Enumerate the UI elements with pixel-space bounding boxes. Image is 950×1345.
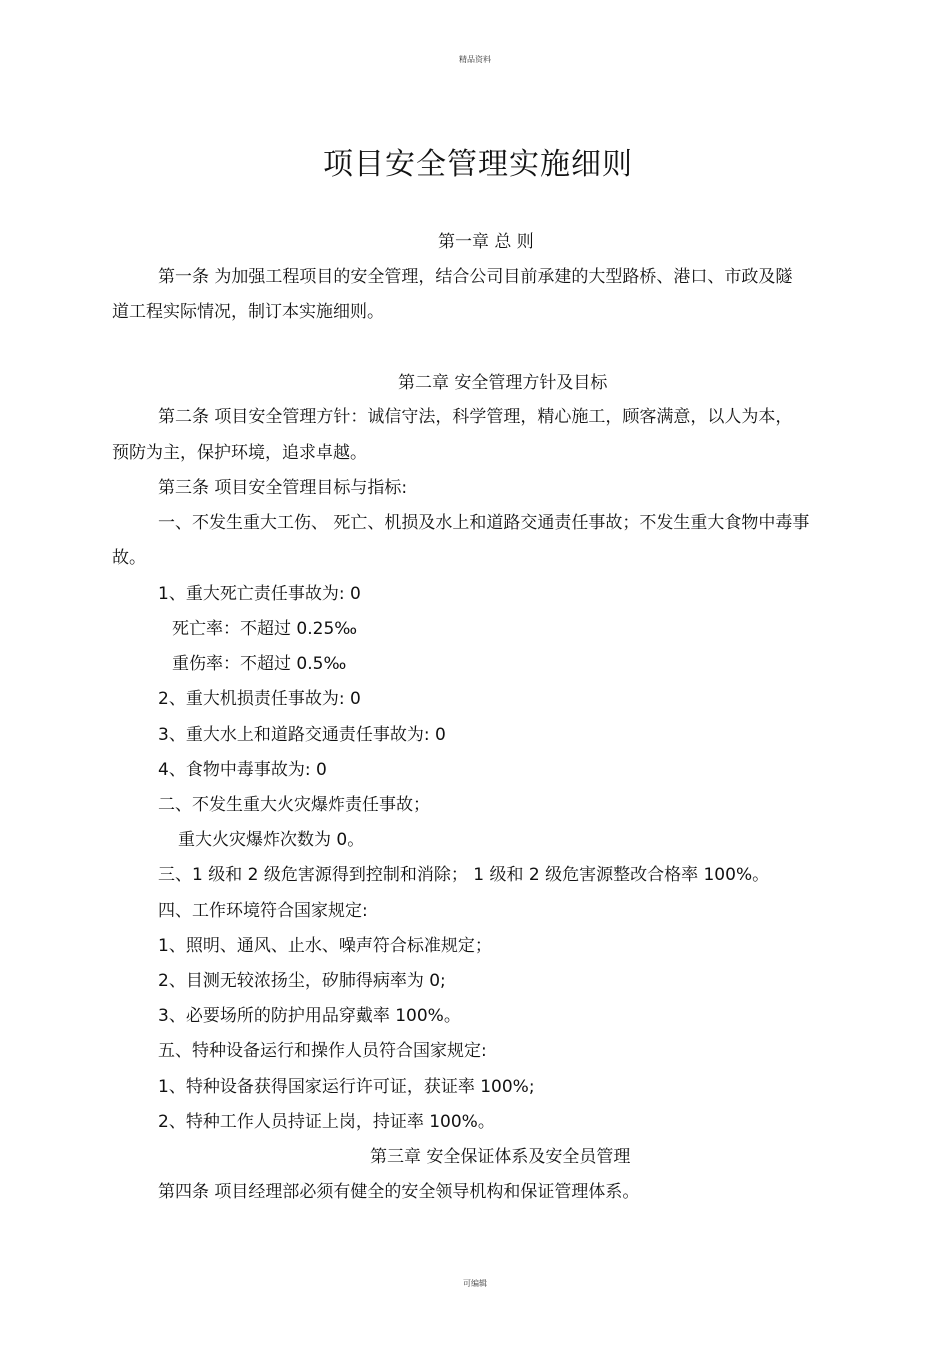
section-5-item-1: 1、特种设备获得国家运行许可证，获证率 100%;	[158, 1077, 535, 1097]
section-1-item-1-injury-rate: 重伤率：不超过 0.5‰	[172, 654, 347, 674]
chapter-2-heading: 第二章 安全管理方针及目标	[398, 373, 608, 393]
article-3: 第三条 项目安全管理目标与指标:	[158, 478, 408, 498]
section-3: 三、1 级和 2 级危害源得到控制和消除； 1 级和 2 级危害源整改合格率 100%。	[158, 865, 770, 885]
section-1-item-1: 1、重大死亡责任事故为: 0	[158, 584, 361, 604]
section-1-line-2: 故。	[112, 548, 146, 568]
section-4-item-3: 3、必要场所的防护用品穿戴率 100%。	[158, 1006, 461, 1026]
section-4-item-2: 2、目测无较浓扬尘，矽肺得病率为 0;	[158, 971, 446, 991]
page-header: 精品资料	[459, 55, 491, 64]
section-5: 五、特种设备运行和操作人员符合国家规定:	[158, 1041, 487, 1061]
chapter-1-heading: 第一章 总 则	[438, 232, 534, 252]
section-1-item-2: 2、重大机损责任事故为: 0	[158, 689, 361, 709]
section-1-line-1: 一、不发生重大工伤、 死亡、机损及水上和道路交通责任事故；不发生重大食物中毒事	[158, 513, 810, 533]
section-2: 二、不发生重大火灾爆炸责任事故；	[158, 795, 430, 815]
section-4-item-1: 1、照明、通风、止水、噪声符合标准规定；	[158, 936, 492, 956]
document-title: 项目安全管理实施细则	[323, 147, 633, 182]
article-2-line-1: 第二条 项目安全管理方针：诚信守法，科学管理，精心施工，顾客满意，以人为本，	[158, 407, 793, 427]
section-2-detail: 重大火灾爆炸次数为 0。	[178, 830, 365, 850]
section-4: 四、工作环境符合国家规定:	[158, 901, 368, 921]
article-1-line-2: 道工程实际情况，制订本实施细则。	[112, 302, 384, 322]
article-2-line-2: 预防为主，保护环境，追求卓越。	[112, 443, 367, 463]
page-footer: 可编辑	[463, 1279, 487, 1288]
section-1-item-3: 3、重大水上和道路交通责任事故为: 0	[158, 725, 446, 745]
article-1-line-1: 第一条 为加强工程项目的安全管理，结合公司目前承建的大型路桥、港口、市政及隧	[158, 267, 793, 287]
section-1-item-4: 4、食物中毒事故为: 0	[158, 760, 327, 780]
section-1-item-1-death-rate: 死亡率：不超过 0.25‰	[172, 619, 358, 639]
chapter-3-heading: 第三章 安全保证体系及安全员管理	[370, 1147, 631, 1167]
section-5-item-2: 2、特种工作人员持证上岗，持证率 100%。	[158, 1112, 495, 1132]
article-4: 第四条 项目经理部必须有健全的安全领导机构和保证管理体系。	[158, 1182, 640, 1202]
